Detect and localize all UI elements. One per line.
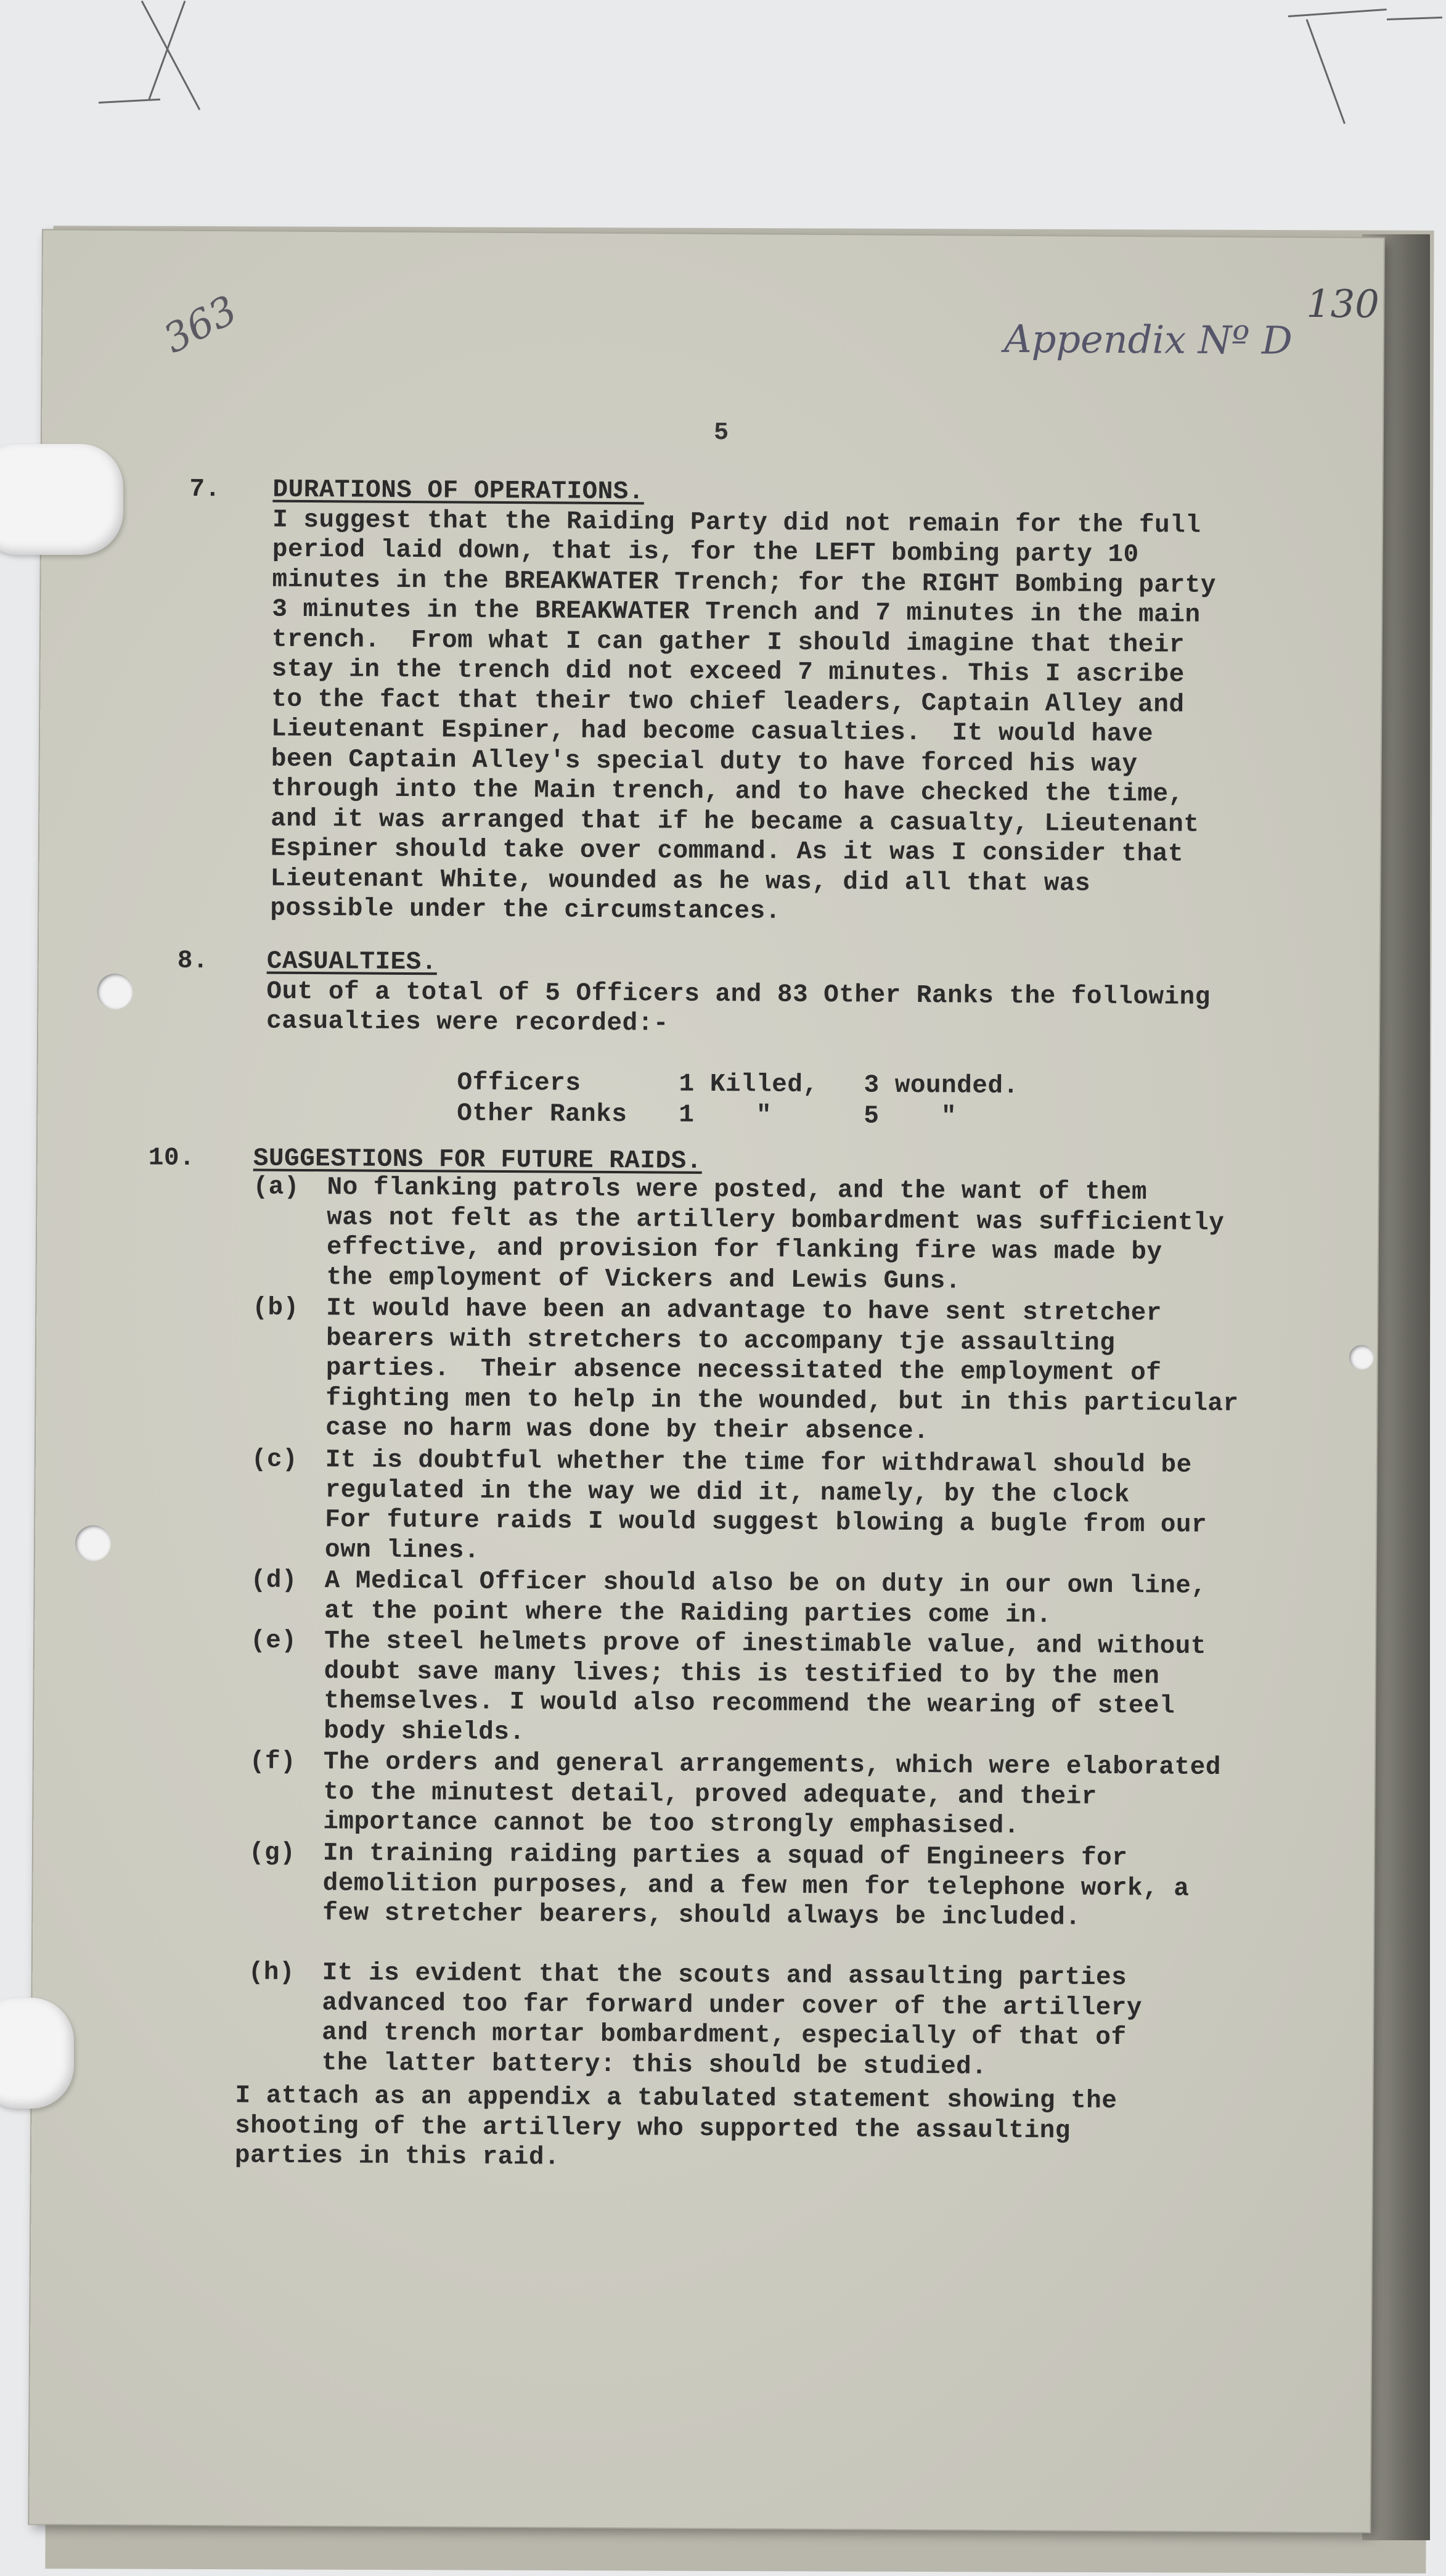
table-cell-wounded: 3 wounded. — [864, 1071, 1019, 1101]
text-line: themselves. I would also recommend the wearing of steel — [324, 1687, 1175, 1721]
item-text — [325, 1294, 1240, 1449]
text-line: possible under the circumstances. — [270, 894, 781, 926]
item-label: (e) — [250, 1626, 297, 1655]
document-page — [29, 230, 1384, 2532]
section-heading: SUGGESTIONS FOR FUTURE RAIDS. — [253, 1144, 702, 1176]
text-line: Espiner should take over command. As it was I consider that — [270, 834, 1184, 869]
text-line: stay in the trench did not exceed 7 minutes. This I ascribe — [271, 655, 1185, 689]
text-line: minutes in the BREAKWATER Trench; for the RIGHT Bombing party — [272, 565, 1217, 600]
section-number: 7. — [189, 475, 221, 504]
item-text — [324, 1566, 1207, 1631]
text-line: case no harm was done by their absence. — [325, 1414, 929, 1446]
text-line: body shields. — [324, 1717, 525, 1747]
text-line: the latter battery: this should be studied. — [321, 2048, 987, 2082]
text-line: It is evident that the scouts and assaulting parties — [322, 1959, 1127, 1993]
pencil-sketch-line — [99, 99, 160, 104]
item-label: (g) — [248, 1839, 296, 1868]
text-line: 3 minutes in the BREAKWATER Trench and 7 minutes in the main — [272, 595, 1201, 630]
pencil-sketch-line — [1387, 17, 1442, 20]
text-line: parties. Their absence necessitated the employment of — [325, 1354, 1162, 1388]
text-line: through into the Main trench, and to have checked the time, — [271, 774, 1184, 809]
item-label: (d) — [250, 1566, 298, 1595]
text-line: at the point where the Raiding parties come in. — [324, 1596, 1052, 1630]
text-line: was not felt as the artillery bombardment was sufficiently — [327, 1203, 1225, 1237]
text-line: bearers with stretchers to accompany tje assaulting — [325, 1324, 1116, 1358]
table-cell-category: Other Ranks — [457, 1099, 627, 1130]
text-line: parties in this raid. — [234, 2141, 560, 2172]
binding-tape-loop — [0, 1998, 74, 2109]
section-body — [266, 947, 1346, 1043]
text-line: The steel helmets prove of inestimable value, and without — [324, 1627, 1207, 1661]
section-durations — [42, 474, 1383, 926]
item-text — [324, 1626, 1206, 1752]
item-label: (c) — [251, 1445, 298, 1474]
text-line: Lieutenant Espiner, had become casualties. It would have — [271, 715, 1154, 749]
table-cell-category: Officers — [457, 1069, 581, 1098]
text-line: For future raids I would suggest blowing a bugle from our — [325, 1506, 1207, 1540]
section-casualties — [39, 945, 1379, 1131]
pencil-sketch-line — [1288, 9, 1387, 17]
text-line: own lines. — [324, 1535, 480, 1565]
text-line: doubt save many lives; this is testified to by the men — [324, 1657, 1160, 1691]
folio-number-left: 363 — [156, 287, 245, 363]
text-line: No flanking patrols were posted, and the want of them — [327, 1173, 1148, 1207]
text-line: fighting men to help in the wounded, but in this particular — [325, 1384, 1239, 1418]
text-line: The orders and general arrangements, which were elaborated — [323, 1748, 1222, 1782]
punch-hole — [75, 1525, 111, 1561]
folio-number-right: 130 — [1306, 281, 1379, 327]
text-line: shooting of the artillery who supported the assaulting — [235, 2111, 1071, 2146]
casualties-table — [457, 1068, 1197, 1140]
text-line: Lieutenant White, wounded as he was, did all that was — [270, 864, 1091, 898]
text-line: the employment of Vickers and Lewis Guns. — [326, 1263, 962, 1295]
item-text — [322, 1958, 1143, 2083]
pencil-sketch-line — [1306, 19, 1346, 124]
text-line: to the minutest detail, proved adequate, and their — [323, 1778, 1097, 1811]
text-line: In training raiding parties a squad of Engineers for — [322, 1839, 1128, 1873]
table-cell-killed: 1 Killed, — [679, 1070, 819, 1100]
text-line: I suggest that the Raiding Party did not remain for the full — [272, 506, 1201, 540]
page-number: 5 — [713, 419, 729, 448]
punch-hole — [97, 974, 133, 1009]
item-text — [325, 1445, 1207, 1570]
table-cell-killed: 1 " — [679, 1101, 772, 1130]
section-number: 8. — [177, 946, 209, 976]
section-heading: CASUALTIES. — [266, 947, 438, 977]
text-line: Out of a total of 5 Officers and 83 Other Ranks the following — [266, 977, 1211, 1012]
section-body — [270, 475, 1351, 930]
item-label: (h) — [248, 1958, 295, 1987]
section-body — [247, 1144, 1375, 2199]
pencil-sketch-line — [148, 1, 186, 100]
text-line: to the fact that their two chief leaders, Captain Alley and — [271, 685, 1185, 720]
text-line: importance cannot be too strongly emphasised. — [323, 1808, 1020, 1841]
text-line: been Captain Alley's special duty to have forced his way — [271, 745, 1138, 779]
table-cell-wounded: 5 " — [864, 1102, 957, 1131]
text-line: advanced too far forward under cover of the artillery — [322, 1988, 1143, 2022]
item-label: (b) — [252, 1294, 299, 1323]
item-text — [323, 1747, 1221, 1842]
section-number: 10. — [148, 1144, 195, 1173]
closing-paragraph — [235, 2081, 1345, 2177]
text-line: few stretcher bearers, should always be included. — [322, 1899, 1081, 1932]
text-line: and it was arranged that if he became a casualty, Lieutenant — [271, 805, 1199, 839]
text-line: demolition purposes, and a few men for telephone work, a — [322, 1869, 1190, 1903]
text-line: period laid down, that is, for the LEFT bombing party 10 — [272, 535, 1139, 570]
text-line: effective, and provision for flanking fire was made by — [326, 1233, 1162, 1267]
binding-tape-loop — [0, 444, 123, 555]
text-line: I attach as an appendix a tabulated statement showing the — [235, 2082, 1117, 2116]
text-line: It would have been an advantage to have sent stretcher — [326, 1294, 1162, 1328]
section-suggestions — [38, 1142, 1378, 2082]
item-label: (f) — [249, 1747, 296, 1776]
item-text — [327, 1173, 1225, 1298]
item-text — [322, 1839, 1190, 1934]
text-line: trench. From what I can gather I should imagine that their — [271, 625, 1185, 660]
text-line: casualties were recorded:- — [266, 1007, 669, 1038]
text-line: It is doubtful whether the time for withdrawal should be — [325, 1446, 1192, 1480]
item-label: (a) — [253, 1173, 300, 1202]
text-line: and trench mortar bombardment, especially of that of — [322, 2019, 1127, 2053]
section-heading: DURATIONS OF OPERATIONS. — [272, 475, 645, 507]
appendix-annotation: Appendix Nº D — [1003, 316, 1293, 363]
text-line: regulated in the way we did it, namely, by the clock — [325, 1475, 1130, 1509]
text-line: A Medical Officer should also be on duty in our own line, — [324, 1567, 1207, 1601]
